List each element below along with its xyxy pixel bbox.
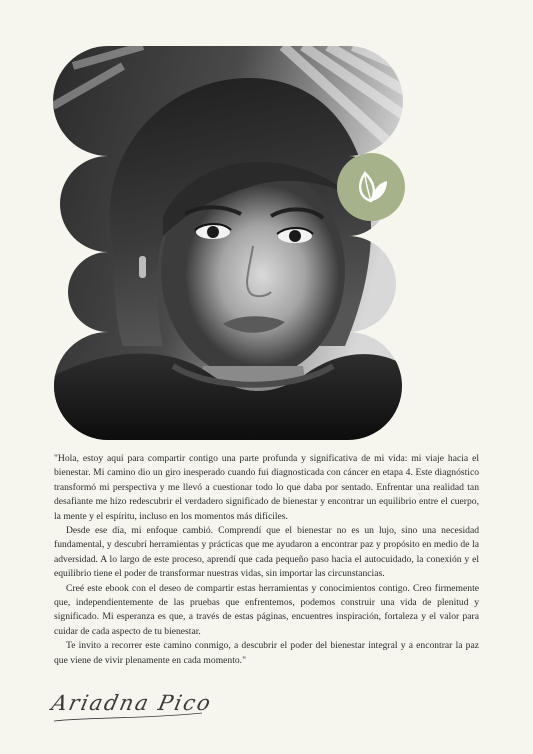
signature-flourish — [52, 691, 242, 727]
signature-text: Ariadna Pico — [49, 691, 215, 715]
leaf-icon — [351, 167, 391, 207]
signature — [49, 691, 242, 727]
letter-paragraph: Desde ese día, mi enfoque cambió. Comprendí que el bienestar no es un lujo, sino una necesidad fundamental, y descubrí herramientas y prácticas que me ayudaron a encontrar paz y propósito en medio de la adversidad. A lo largo de este proceso, aprendí que cada pequeño paso hacia el autocuidado, la conexión y el equilibrio tiene el poder de transformar nuestras vidas, sin importar las circunstancias. — [54, 525, 479, 580]
letter-paragraph: Te invito a recorrer este camino conmigo, a descubrir el poder del bienestar integral y a encontrar la paz que viene de vivir plenamente en cada momento." — [54, 640, 479, 666]
letter-body — [54, 452, 479, 668]
portrait-photo — [53, 46, 405, 440]
letter-paragraph: "Hola, estoy aquí para compartir contigo una parte profunda y significativa de mi vida: mi viaje hacia el bienestar. Mi camino dio un giro inesperado cuando fui diagnosticada con cáncer en etapa 4. Este diagnóstico transformó mi perspectiva y me llevó a cuestionar todo lo que daba por sentado. Enfrentar una realidad tan desafiante me hizo redescubrir el verdadero significado de bienestar y encontrar un equilibrio entre el cuerpo, la mente y el espíritu, incluso en los momentos más difíciles. — [54, 453, 479, 522]
letter-paragraph: Creé este ebook con el deseo de compartir estas herramientas y conocimientos contigo. Creo firmemente que, independientemente de las pruebas que enfrentemos, podemos construir una vida de plenitud y significado. Mi esperanza es que, a través de estas páginas, encuentres inspiración, fortaleza y el valor para cuidar de cada aspecto de tu bienestar. — [54, 582, 479, 637]
leaf-badge — [337, 153, 405, 221]
